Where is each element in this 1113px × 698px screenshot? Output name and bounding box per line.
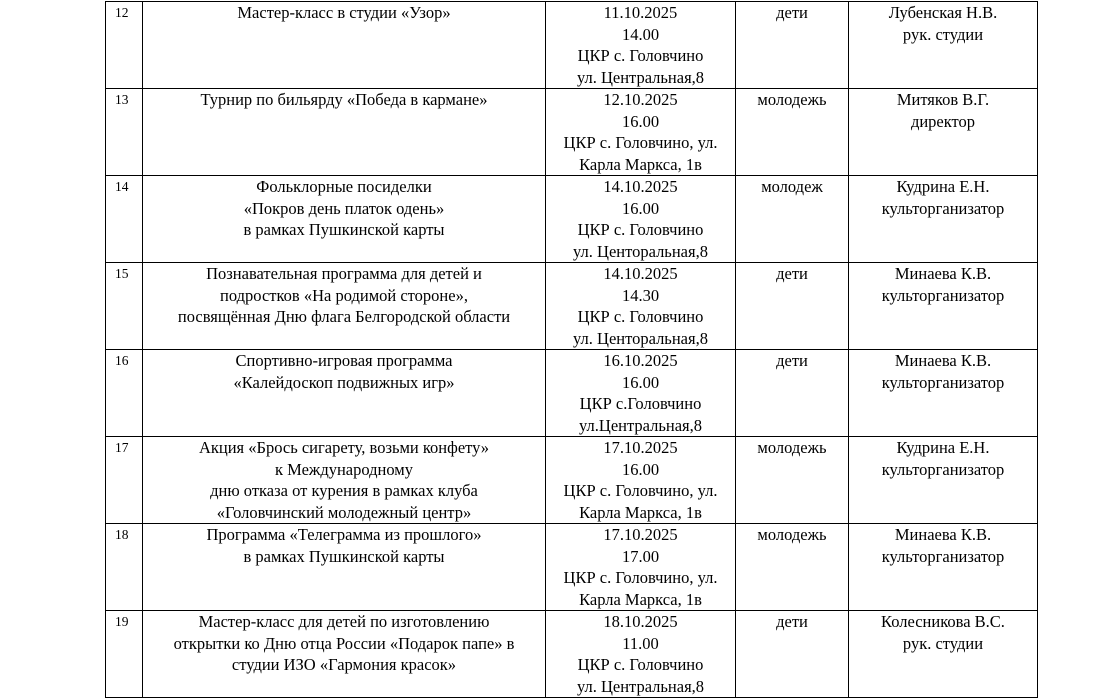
audience-cell: молодежь [736,524,849,611]
date-place-cell [546,263,736,350]
responsible-line: директор [910,111,976,131]
event-title-cell [143,350,546,437]
date-place-line: ул. Центральная,8 [576,676,705,696]
audience-cell: молодеж [736,176,849,263]
date-place-line: 17.00 [621,546,660,566]
events-table [105,1,1038,698]
event-title-line: студии ИЗО «Гармония красок» [231,655,457,674]
event-title-line: в рамках Пушкинской карты [243,220,445,239]
event-title-line: Познавательная программа для детей и [206,264,482,283]
responsible-line: рук. студии [902,24,984,44]
responsible-line: культорганизатор [881,372,1005,392]
event-title-cell [143,89,546,176]
event-title-cell [143,437,546,524]
event-title-line: Мастер-класс в студии «Узор» [237,3,451,22]
event-title-line: Мастер-класс для детей по изготовлению [198,612,490,631]
date-place-cell [546,437,736,524]
date-place-cell [546,2,736,89]
responsible-cell [849,2,1038,89]
events-table-body [106,2,1038,698]
responsible-line: Лубенская Н.В. [888,3,998,22]
date-place-cell [546,524,736,611]
responsible-line: культорганизатор [881,459,1005,479]
row-number: 12 [106,2,143,89]
row-number: 16 [106,350,143,437]
event-title-line: Спортивно-игровая программа [235,351,453,370]
event-title-cell [143,524,546,611]
event-title-cell [143,263,546,350]
date-place-cell [546,89,736,176]
date-place-line: ул. Центральная,8 [576,67,705,87]
responsible-line: Минаева К.В. [894,264,992,283]
table-row [106,89,1038,176]
date-place-line: ЦКР с. Головчино [577,307,704,326]
audience-cell: молодежь [736,437,849,524]
event-title-line: «Покров день платок одень» [243,198,445,218]
date-place-line: 16.00 [621,198,660,218]
row-number: 19 [106,611,143,698]
date-place-line: Карла Маркса, 1в [579,589,702,609]
responsible-line: Кудрина Е.Н. [896,438,990,457]
event-title-line: к Международному [275,459,413,479]
responsible-cell [849,176,1038,263]
responsible-line: культорганизатор [881,198,1005,218]
event-title-cell [143,176,546,263]
event-title-line: подростков «На родимой стороне», [220,285,468,305]
date-place-line: 14.10.2025 [603,264,678,283]
date-place-line: ЦКР с. Головчино [577,655,704,674]
responsible-cell [849,350,1038,437]
responsible-line: культорганизатор [881,285,1005,305]
table-row [106,2,1038,89]
date-place-cell [546,176,736,263]
date-place-line: ул. Центоральная,8 [573,241,708,261]
date-place-line: ул.Центральная,8 [579,415,702,435]
date-place-line: ЦКР с. Головчино, ул. [563,568,718,587]
event-title-cell [143,2,546,89]
event-title-line: Акция «Брось сигарету, возьми конфету» [198,438,490,457]
date-place-line: 16.00 [621,459,660,479]
row-number: 15 [106,263,143,350]
event-title-line: Фольклорные посиделки [256,177,432,196]
table-row [106,176,1038,263]
date-place-line: ЦКР с. Головчино, ул. [563,481,718,500]
table-row [106,350,1038,437]
date-place-cell [546,350,736,437]
responsible-line: рук. студии [902,633,984,653]
event-title-line: «Головчинский молодежный центр» [216,502,472,522]
event-title-line: открытки ко Дню отца России «Подарок папе» в [173,633,515,653]
event-title-line: посвящённая Дню флага Белгородской области [177,307,511,326]
responsible-line: Митяков В.Г. [896,90,990,109]
row-number: 18 [106,524,143,611]
event-title-line: Программа «Телеграмма из прошлого» [206,525,482,544]
responsible-line: Минаева К.В. [894,525,992,544]
date-place-line: 11.00 [622,633,659,653]
date-place-line: 14.00 [621,24,660,44]
date-place-line: 16.00 [621,111,660,131]
table-row [106,437,1038,524]
date-place-line: 12.10.2025 [603,90,678,109]
date-place-line: 14.30 [621,285,660,305]
audience-cell: дети [736,2,849,89]
audience-cell: дети [736,263,849,350]
date-place-line: ЦКР с.Головчино [579,394,702,413]
date-place-line: 11.10.2025 [603,3,678,22]
date-place-line: 16.10.2025 [603,351,678,370]
table-row [106,611,1038,698]
responsible-line: Колесникова В.С. [881,612,1005,631]
audience-cell: молодежь [736,89,849,176]
responsible-line: Кудрина Е.Н. [896,177,990,196]
responsible-cell [849,89,1038,176]
date-place-line: 18.10.2025 [603,612,678,631]
date-place-line: Карла Маркса, 1в [579,502,702,522]
date-place-line: 17.10.2025 [603,525,678,544]
responsible-cell [849,524,1038,611]
date-place-line: ЦКР с. Головчино [577,46,704,65]
row-number: 17 [106,437,143,524]
event-title-line: «Калейдоскоп подвижных игр» [233,372,455,392]
event-title-line: в рамках Пушкинской карты [243,546,445,566]
row-number: 13 [106,89,143,176]
event-title-cell [143,611,546,698]
responsible-cell [849,263,1038,350]
table-row [106,524,1038,611]
date-place-line: ул. Центоральная,8 [573,328,708,348]
date-place-line: 17.10.2025 [603,438,678,457]
responsible-line: Минаева К.В. [894,351,992,370]
date-place-line: 14.10.2025 [603,177,678,196]
table-row [106,263,1038,350]
date-place-line: ЦКР с. Головчино [577,220,704,239]
date-place-line: Карла Маркса, 1в [579,154,702,174]
responsible-cell [849,437,1038,524]
date-place-line: 16.00 [621,372,660,392]
event-title-line: дню отказа от курения в рамках клуба [210,481,478,500]
responsible-line: культорганизатор [881,546,1005,566]
date-place-cell [546,611,736,698]
audience-cell: дети [736,350,849,437]
event-title-line: Турнир по бильярду «Победа в кармане» [200,90,488,109]
row-number: 14 [106,176,143,263]
responsible-cell [849,611,1038,698]
date-place-line: ЦКР с. Головчино, ул. [563,133,718,152]
audience-cell: дети [736,611,849,698]
